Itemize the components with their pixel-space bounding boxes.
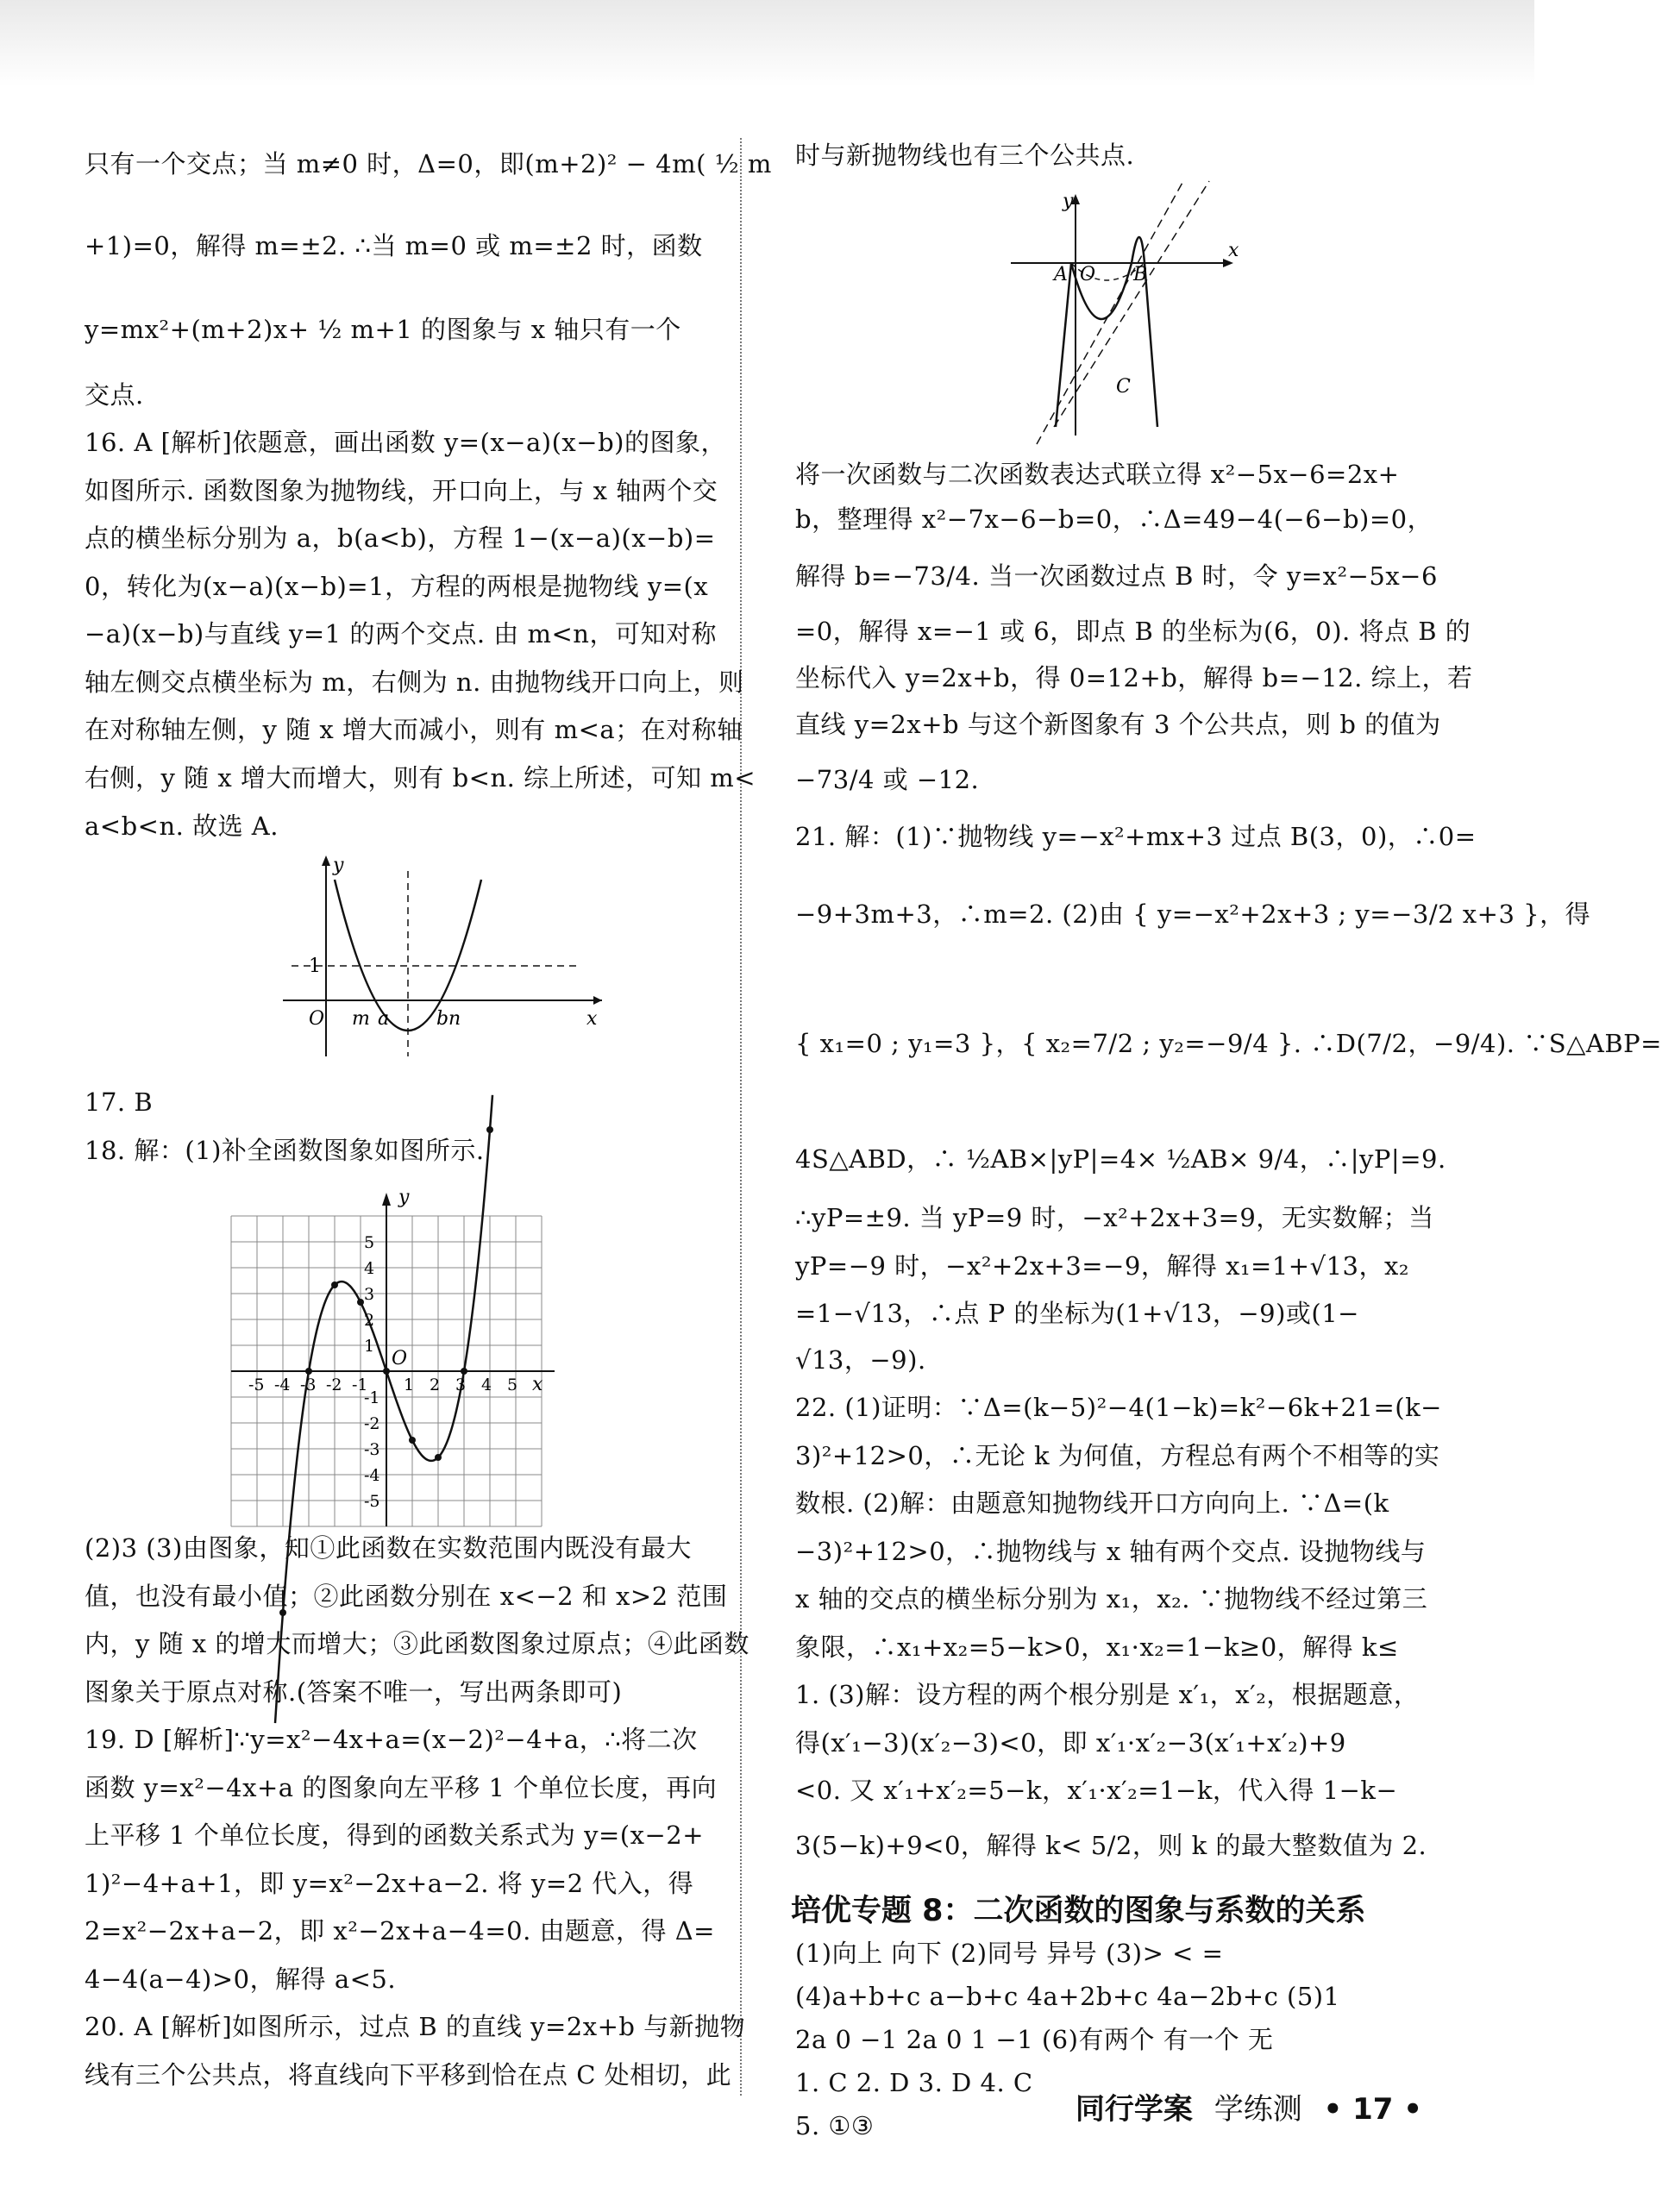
y-tick-label: 1: [364, 1337, 375, 1356]
curve-point: [435, 1454, 442, 1461]
text-line: { x₁=0 ; y₁=3 }，{ x₂=7/2 ; y₂=−9/4 }. ∴D(7/2，−9/4). ∵S△ABP=: [795, 1029, 1662, 1058]
text-line: 时与新抛物线也有三个公共点.: [795, 141, 1135, 170]
text-line: 图象关于原点对称.(答案不唯一，写出两条即可): [85, 1677, 623, 1707]
x-tick-label: 5: [507, 1375, 518, 1394]
curve-point: [305, 1368, 312, 1375]
item-16: 16. A [解析]依题意，画出函数 y=(x−a)(x−b)的图象，: [85, 428, 726, 457]
item-17: 17. B: [85, 1087, 154, 1117]
text-line: 数根. (2)解：由题意知抛物线开口方向向上. ∵Δ=(k: [795, 1488, 1389, 1518]
x-tick-label: 3: [455, 1375, 467, 1394]
curve-point: [331, 1281, 338, 1288]
curve-point: [486, 1126, 493, 1133]
y-tick-label: -4: [364, 1466, 380, 1485]
text-line: √13，−9).: [795, 1345, 926, 1375]
answer-line: (1)向上 向下 (2)同号 异号 (3)> < =: [795, 1939, 1224, 1968]
item-22: 22. (1)证明：∵Δ=(k−5)²−4(1−k)=k²−6k+21=(k−: [795, 1393, 1442, 1422]
fig16-b-label: b: [436, 1008, 449, 1030]
item-19: 19. D [解析]∵y=x²−4x+a=(x−2)²−4+a，∴将二次: [85, 1725, 698, 1754]
text-line: −9+3m+3，∴m=2. (2)由 { y=−x²+2x+3 ; y=−3/2 x+3 }，得: [795, 899, 1591, 929]
answer-line: 2a 0 −1 2a 0 1 −1 (6)有两个 有一个 无: [795, 2025, 1274, 2054]
text-line: 得(x′₁−3)(x′₂−3)<0，即 x′₁·x′₂−3(x′₁+x′₂)+9: [795, 1728, 1346, 1758]
x-tick-label: -3: [300, 1375, 317, 1394]
text-line: b，整理得 x²−7x−6−b=0，∴Δ=49−4(−6−b)=0，: [795, 504, 1433, 534]
x-tick-label: 2: [430, 1375, 441, 1394]
x-tick-label: -4: [274, 1375, 291, 1394]
curve-point: [409, 1437, 416, 1444]
page-footer: [1076, 2085, 1422, 2127]
text-line: −a)(x−b)与直线 y=1 的两个交点. 由 m<n，可知对称: [85, 619, 717, 649]
text-line: 如图所示. 函数图象为抛物线，开口向上，与 x 轴两个交: [85, 476, 718, 505]
x-axis-label: x: [532, 1374, 543, 1395]
text-line: 1)²−4+a+1，即 y=x²−2x+a−2. 将 y=2 代入，得: [85, 1869, 694, 1898]
y-tick-label: -5: [364, 1492, 380, 1511]
figure-18-cubic-graph: [235, 1181, 580, 1526]
text-line: 右侧，y 随 x 增大而增大，则有 b<n. 综上所述，可知 m<: [85, 763, 756, 793]
item-21: 21. 解：(1)∵抛物线 y=−x²+mx+3 过点 B(3，0)，∴0=: [795, 822, 1477, 851]
item-18: 18. 解：(1)补全函数图象如图所示.: [85, 1136, 485, 1165]
fig16-origin: O: [309, 1008, 325, 1030]
fig20-c-label: C: [1116, 376, 1131, 398]
figure-20-graph: [1002, 177, 1244, 444]
fig20-origin: O: [1080, 264, 1096, 285]
text-line: =1−√13，∴点 P 的坐标为(1+√13，−9)或(1−: [795, 1299, 1359, 1328]
curve-point: [357, 1299, 364, 1306]
x-tick-label: 4: [481, 1375, 492, 1394]
text-line: 直线 y=2x+b 与这个新图象有 3 个公共点，则 b 的值为: [795, 710, 1441, 739]
text-line: y=mx²+(m+2)x+ ½ m+1 的图象与 x 轴只有一个: [85, 315, 681, 344]
fig16-x-label: x: [586, 1008, 598, 1030]
fig16-n-label: n: [448, 1008, 461, 1030]
answer-line: (4)a+b+c a−b+c 4a+2b+c 4a−2b+c (5)1: [795, 1982, 1340, 2011]
answer-line: 5. ①③: [795, 2111, 875, 2140]
text-line: 3(5−k)+9<0，解得 k< 5/2，则 k 的最大整数值为 2.: [795, 1831, 1427, 1860]
footer-brand: 同行学案: [1075, 2092, 1193, 2127]
text-line: 交点.: [85, 380, 144, 410]
fig16-m-label: m: [352, 1008, 370, 1030]
text-line: 将一次函数与二次函数表达式联立得 x²−5x−6=2x+: [795, 460, 1400, 489]
text-line: =0，解得 x=−1 或 6，即点 B 的坐标为(6，0). 将点 B 的: [795, 617, 1471, 646]
text-line: ∴yP=±9. 当 yP=9 时，−x²+2x+3=9，无实数解；当: [795, 1203, 1434, 1232]
text-line: a<b<n. 故选 A.: [85, 811, 279, 841]
y-tick-label: 3: [364, 1285, 375, 1304]
answer-line: 1. C 2. D 3. D 4. C: [795, 2068, 1033, 2097]
fig20-x-label: x: [1228, 240, 1239, 261]
fig16-a-label: a: [378, 1008, 390, 1030]
footer-sub: 学练测: [1214, 2092, 1302, 2127]
x-tick-label: -1: [352, 1375, 368, 1394]
text-line: 2=x²−2x+a−2，即 x²−2x+a−4=0. 由题意，得 Δ=: [85, 1916, 715, 1946]
text-line: 值，也没有最小值；②此函数分别在 x<−2 和 x>2 范围: [85, 1582, 728, 1611]
text-line: x 轴的交点的横坐标分别为 x₁，x₂. ∵抛物线不经过第三: [795, 1584, 1428, 1614]
fig16-y-label: y: [333, 855, 344, 876]
text-line: 4S△ABD，∴ ½AB×|yP|=4× ½AB× 9/4，∴|yP|=9.: [795, 1144, 1446, 1174]
text-line: 线有三个公共点，将直线向下平移到恰在点 C 处相切，此: [85, 2060, 732, 2090]
text-line: 点的横坐标分别为 a，b(a<b)，方程 1−(x−a)(x−b)=: [85, 523, 716, 553]
text-line: 函数 y=x²−4x+a 的图象向左平移 1 个单位长度，再向: [85, 1773, 718, 1802]
y-axis-arrow: [382, 1193, 391, 1206]
page-number: • 17 •: [1323, 2092, 1422, 2127]
scan-top-shadow: [0, 0, 1534, 86]
text-line: <0. 又 x′₁+x′₂=5−k，x′₁·x′₂=1−k，代入得 1−k−: [795, 1776, 1398, 1805]
text-line: +1)=0，解得 m=±2. ∴当 m=0 或 m=±2 时，函数: [85, 231, 703, 260]
text-line: 0，转化为(x−a)(x−b)=1，方程的两根是抛物线 y=(x: [85, 572, 709, 601]
y-tick-label: -3: [364, 1440, 380, 1459]
text-line: yP=−9 时，−x²+2x+3=−9，解得 x₁=1+√13，x₂: [795, 1251, 1409, 1281]
curve-point: [383, 1368, 390, 1375]
curve-point: [461, 1368, 467, 1375]
y-axis-label: y: [398, 1187, 410, 1208]
figure-16-parabola: [283, 854, 611, 1061]
section-title: 培优专题 8：二次函数的图象与系数的关系: [791, 1894, 1366, 1928]
text-line: 上平移 1 个单位长度，得到的函数关系式为 y=(x−2+: [85, 1820, 705, 1850]
text-line: 坐标代入 y=2x+b，得 0=12+b，解得 b=−12. 综上，若: [795, 663, 1473, 692]
text-line: 象限，∴x₁+x₂=5−k>0，x₁·x₂=1−k≥0，解得 k≤: [795, 1632, 1399, 1662]
origin-label: O: [392, 1348, 408, 1369]
x-tick-label: 1: [404, 1375, 415, 1394]
y-tick-label: 4: [364, 1259, 375, 1278]
y-tick-label: 5: [364, 1233, 375, 1252]
column-divider: [740, 138, 742, 2096]
y-tick-label: 2: [364, 1311, 375, 1330]
fig20-y-label: y: [1063, 191, 1074, 212]
item-20: 20. A [解析]如图所示，过点 B 的直线 y=2x+b 与新抛物: [85, 2012, 746, 2041]
text-line: (2)3 (3)由图象，知①此函数在实数范围内既没有最大: [85, 1533, 692, 1563]
text-line: 在对称轴左侧，y 随 x 增大而减小，则有 m<a；在对称轴: [85, 715, 743, 744]
fig16-one-label: 1: [309, 956, 321, 977]
text-line: 解得 b=−73/4. 当一次函数过点 B 时，令 y=x²−5x−6: [795, 561, 1438, 591]
text-line: −73/4 或 −12.: [795, 765, 980, 794]
text-line: 只有一个交点；当 m≠0 时，Δ=0，即(m+2)² − 4m( ½ m: [85, 149, 772, 179]
text-line: −3)²+12>0，∴抛物线与 x 轴有两个交点. 设抛物线与: [795, 1537, 1427, 1566]
y-tick-label: -2: [364, 1414, 380, 1433]
fig20-a-label: A: [1054, 264, 1068, 285]
y-tick-label: -1: [364, 1388, 380, 1407]
text-line: 轴左侧交点横坐标为 m，右侧为 n. 由抛物线开口向上，则: [85, 667, 744, 697]
text-line: 1. (3)解：设方程的两个根分别是 x′₁，x′₂，根据题意，: [795, 1680, 1420, 1709]
text-line: 3)²+12>0，∴无论 k 为何值，方程总有两个不相等的实: [795, 1441, 1440, 1470]
x-tick-label: -2: [326, 1375, 342, 1394]
fig20-b-label: B: [1133, 264, 1148, 285]
text-line: 内，y 随 x 的增大而增大；③此函数图象过原点；④此函数: [85, 1629, 749, 1658]
x-tick-label: -5: [248, 1375, 265, 1394]
text-line: 4−4(a−4)>0，解得 a<5.: [85, 1964, 397, 1994]
